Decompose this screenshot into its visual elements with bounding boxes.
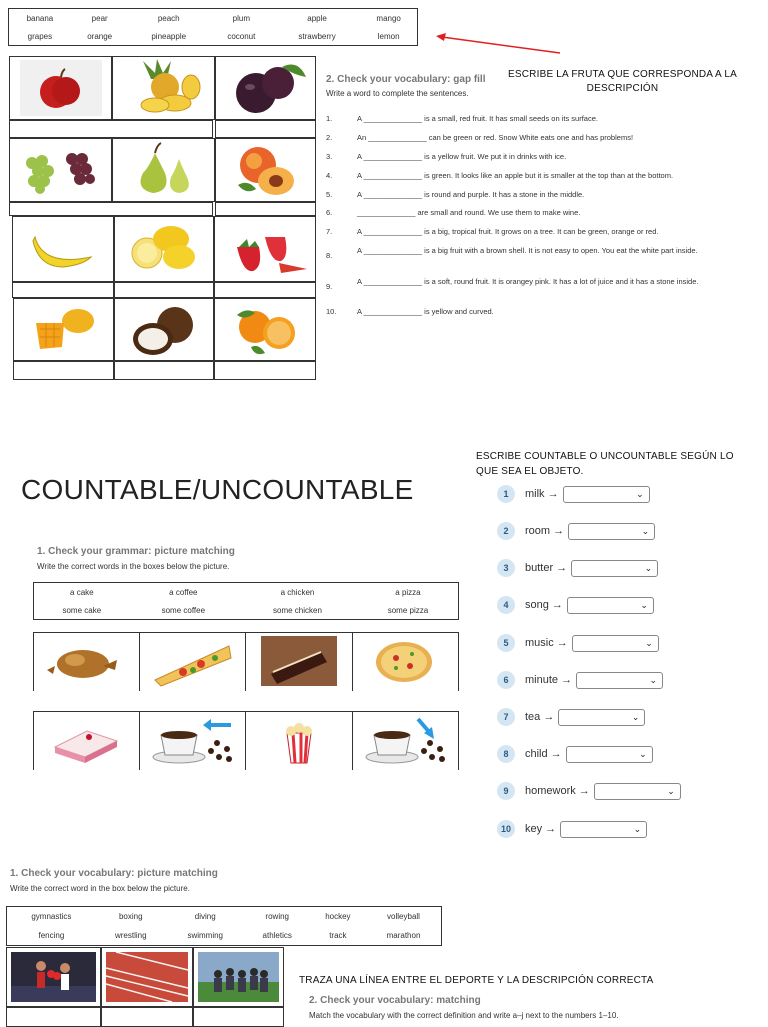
answer-box-9[interactable] [114, 361, 214, 380]
picture-boxing [6, 947, 101, 1007]
grammar-subtitle: Write the correct words in the boxes below the picture. [37, 562, 230, 571]
picture-pear [112, 138, 215, 202]
grammar-answer-2[interactable] [139, 691, 246, 712]
word-some-coffee: some coffee [161, 605, 206, 615]
gapfill-title: 2. Check your vocabulary: gap fill [326, 74, 486, 85]
chevron-down-icon: ⌄ [667, 785, 675, 796]
gapfill-sentence-8[interactable]: 8. A ______________ is a big fruit with a brown shell. It is not easy to open. You eat the white part inside. [326, 246, 698, 260]
gapfill-subtitle: Write a word to complete the sentences. [326, 89, 469, 98]
grammar-answer-8[interactable] [352, 770, 459, 791]
word-a-chicken: a chicken [280, 587, 315, 597]
cu-number-badge: 10 [497, 820, 515, 838]
grammar-answer-6[interactable] [139, 770, 246, 791]
picture-grapes [9, 138, 112, 202]
chevron-down-icon: ⌄ [644, 562, 653, 573]
picture-strawberry [214, 216, 316, 282]
gapfill-sentence-4[interactable]: 4. A ______________ is green. It looks like an apple but it is smaller at the top than at the bottom. [326, 171, 674, 180]
word-boxing: boxing [118, 912, 143, 921]
picture-team [193, 947, 284, 1007]
cu-item-6 [497, 669, 663, 691]
word-plum: plum [232, 13, 251, 23]
word-orange: orange [87, 31, 113, 41]
grammar-title: 1. Check your grammar: picture matching [37, 546, 235, 557]
answer-box-6[interactable] [114, 282, 214, 298]
cu-word: homework → [525, 785, 590, 797]
picture-plum [215, 56, 316, 120]
cu-word: music → [525, 637, 568, 649]
sports-title: 1. Check your vocabulary: picture matching [10, 868, 218, 879]
word-apple: apple [307, 13, 327, 23]
picture-pineapple [112, 56, 215, 120]
cu-select-10[interactable] [560, 821, 647, 838]
cu-word: key → [525, 823, 557, 835]
cu-select-1[interactable] [563, 486, 650, 503]
word-swimming: swimming [187, 931, 223, 940]
sports-instruction: TRAZA UNA LÍNEA ENTRE EL DEPORTE Y LA DESCRIPCIÓN CORRECTA [299, 975, 654, 986]
sports-answer-3[interactable] [193, 1007, 284, 1027]
chevron-down-icon: ⌄ [633, 823, 642, 834]
picture-lemon [114, 216, 214, 282]
cu-word: child → [525, 748, 562, 760]
chevron-down-icon: ⌄ [639, 748, 647, 759]
gapfill-sentence-1[interactable]: 1. A ______________ is a small, red fruit. It has small seeds on its surface. [326, 114, 598, 123]
fruit-word-box [8, 8, 418, 46]
picture-running-track [101, 947, 193, 1007]
picture-peach [215, 138, 316, 202]
word-some-cake: some cake [62, 605, 102, 615]
answer-box-2[interactable] [215, 120, 316, 138]
chevron-down-icon: ⌄ [640, 599, 648, 610]
cu-number-badge: 5 [497, 634, 515, 652]
picture-cup-of-coffee [139, 711, 246, 771]
cu-select-9[interactable] [594, 783, 681, 800]
word-pear: pear [91, 13, 108, 23]
picture-mango [13, 298, 114, 361]
word-mango: mango [376, 13, 401, 23]
cu-word: song → [525, 599, 563, 611]
cu-word: tea → [525, 711, 555, 723]
cu-word: room → [525, 525, 565, 537]
cu-number-badge: 9 [497, 782, 515, 800]
picture-banana [12, 216, 114, 282]
answer-box-5[interactable] [12, 282, 114, 298]
matching-title: 2. Check your vocabulary: matching [309, 995, 481, 1006]
cu-select-5[interactable] [572, 635, 659, 652]
word-a-cake: a cake [70, 587, 94, 597]
grammar-answer-4[interactable] [352, 691, 459, 712]
picture-popcorn [245, 711, 353, 771]
cu-number-badge: 3 [497, 559, 515, 577]
cu-item-1 [497, 483, 650, 505]
word-strawberry: strawberry [298, 31, 336, 41]
picture-pizza-slice [139, 632, 246, 692]
picture-chicken [33, 632, 140, 692]
word-fencing: fencing [38, 931, 65, 940]
sports-word-box [6, 906, 442, 946]
gapfill-sentence-7[interactable]: 7. A ______________ is a big, tropical fruit. It grows on a tree. It can be green, orange or red. [326, 227, 659, 236]
gapfill-sentence-3[interactable]: 3. A ______________ is a yellow fruit. We put it in drinks with ice. [326, 152, 567, 161]
word-lemon: lemon [377, 31, 400, 41]
word-a-pizza: a pizza [395, 587, 421, 597]
answer-box-1[interactable] [9, 120, 213, 138]
matching-subtitle: Match the vocabulary with the correct definition and write a–j next to the numbers 1–10. [309, 1011, 619, 1020]
sports-answer-1[interactable] [6, 1007, 101, 1027]
word-track: track [329, 931, 347, 940]
word-pineapple: pineapple [151, 31, 187, 41]
cu-number-badge: 7 [497, 708, 515, 726]
chevron-down-icon: ⌄ [641, 525, 650, 536]
chevron-down-icon: ⌄ [649, 674, 658, 685]
picture-orange [214, 298, 316, 361]
cu-item-10 [497, 818, 647, 840]
cu-item-7 [497, 706, 645, 728]
grammar-answer-7[interactable] [245, 770, 353, 791]
picture-cake-piece [33, 711, 140, 771]
cu-item-3 [497, 557, 658, 579]
word-gymnastics: gymnastics [31, 912, 72, 921]
grammar-word-box [33, 582, 459, 620]
chevron-down-icon: ⌄ [631, 711, 640, 722]
picture-coffee-beans [352, 711, 459, 771]
grammar-answer-3[interactable] [245, 691, 353, 712]
cu-select-6[interactable] [576, 672, 663, 689]
cu-item-9 [497, 780, 681, 802]
cu-item-4 [497, 594, 654, 616]
word-rowing: rowing [265, 912, 289, 921]
picture-cake-slice [245, 632, 353, 692]
word-wrestling: wrestling [114, 931, 147, 940]
gapfill-sentence-10[interactable]: 10. A ______________ is yellow and curved. [326, 307, 494, 316]
answer-box-8[interactable] [13, 361, 114, 380]
grammar-answer-1[interactable] [33, 691, 140, 712]
cu-select-3[interactable] [571, 560, 658, 577]
cu-word: milk → [525, 488, 559, 500]
word-marathon: marathon [386, 931, 421, 940]
word-hockey: hockey [325, 912, 351, 921]
cu-word: butter → [525, 562, 568, 574]
cu-item-5 [497, 632, 659, 654]
cu-select-8[interactable] [566, 746, 653, 763]
word-coconut: coconut [227, 31, 256, 41]
sports-subtitle: Write the correct word in the box below the picture. [10, 884, 190, 893]
cu-number-badge: 1 [497, 485, 515, 503]
gapfill-sentence-6[interactable]: 6. ______________ are small and round. We use them to make wine. [326, 208, 581, 217]
grammar-answer-5[interactable] [33, 770, 140, 791]
cu-number-badge: 2 [497, 522, 515, 540]
word-some-chicken: some chicken [273, 605, 322, 615]
word-a-coffee: a coffee [169, 587, 198, 597]
chevron-down-icon: ⌄ [636, 488, 644, 499]
answer-box-3[interactable] [9, 202, 213, 216]
picture-pizza [352, 632, 459, 692]
word-some-pizza: some pizza [387, 605, 429, 615]
word-banana: banana [26, 13, 54, 23]
fruit-instruction: ESCRIBE LA FRUTA QUE CORRESPONDA A LA DESCRIPCIÓN [508, 69, 737, 94]
word-diving: diving [194, 912, 216, 921]
cu-item-8 [497, 743, 653, 765]
cu-select-7[interactable] [558, 709, 645, 726]
word-volleyball: volleyball [387, 912, 420, 921]
picture-apple [9, 56, 112, 120]
word-athletics: athletics [262, 931, 292, 940]
cu-item-2 [497, 520, 655, 542]
grammar-picture-grid [33, 632, 459, 791]
cu-number-badge: 6 [497, 671, 515, 689]
gapfill-sentence-2[interactable]: 2. An ______________ can be green or red. Snow White eats one and has problems! [326, 133, 634, 142]
cu-word: minute → [525, 674, 573, 686]
sports-answer-2[interactable] [101, 1007, 193, 1027]
answer-box-10[interactable] [214, 361, 316, 380]
word-grapes: grapes [27, 31, 53, 41]
countable-big-title: COUNTABLE/UNCOUNTABLE [21, 474, 414, 505]
picture-coconut [114, 298, 214, 361]
cu-instruction: ESCRIBE COUNTABLE O UNCOUNTABLE SEGÚN LO QUE SEA EL OBJETO. [476, 451, 734, 477]
answer-box-7[interactable] [214, 282, 316, 298]
word-peach: peach [157, 13, 180, 23]
answer-box-4[interactable] [215, 202, 316, 216]
chevron-down-icon: ⌄ [645, 637, 653, 648]
cu-number-badge: 8 [497, 745, 515, 763]
cu-select-4[interactable] [567, 597, 654, 614]
gapfill-sentence-5[interactable]: 5. A ______________ is round and purple. It has a stone in the middle. [326, 190, 585, 199]
red-arrow-icon [432, 28, 564, 58]
cu-select-2[interactable] [568, 523, 655, 540]
cu-number-badge: 4 [497, 596, 515, 614]
gapfill-sentence-9[interactable]: 9. A ______________ is a soft, round fruit. It is orangey pink. It has a lot of juice and it has a stone inside. [326, 277, 699, 291]
